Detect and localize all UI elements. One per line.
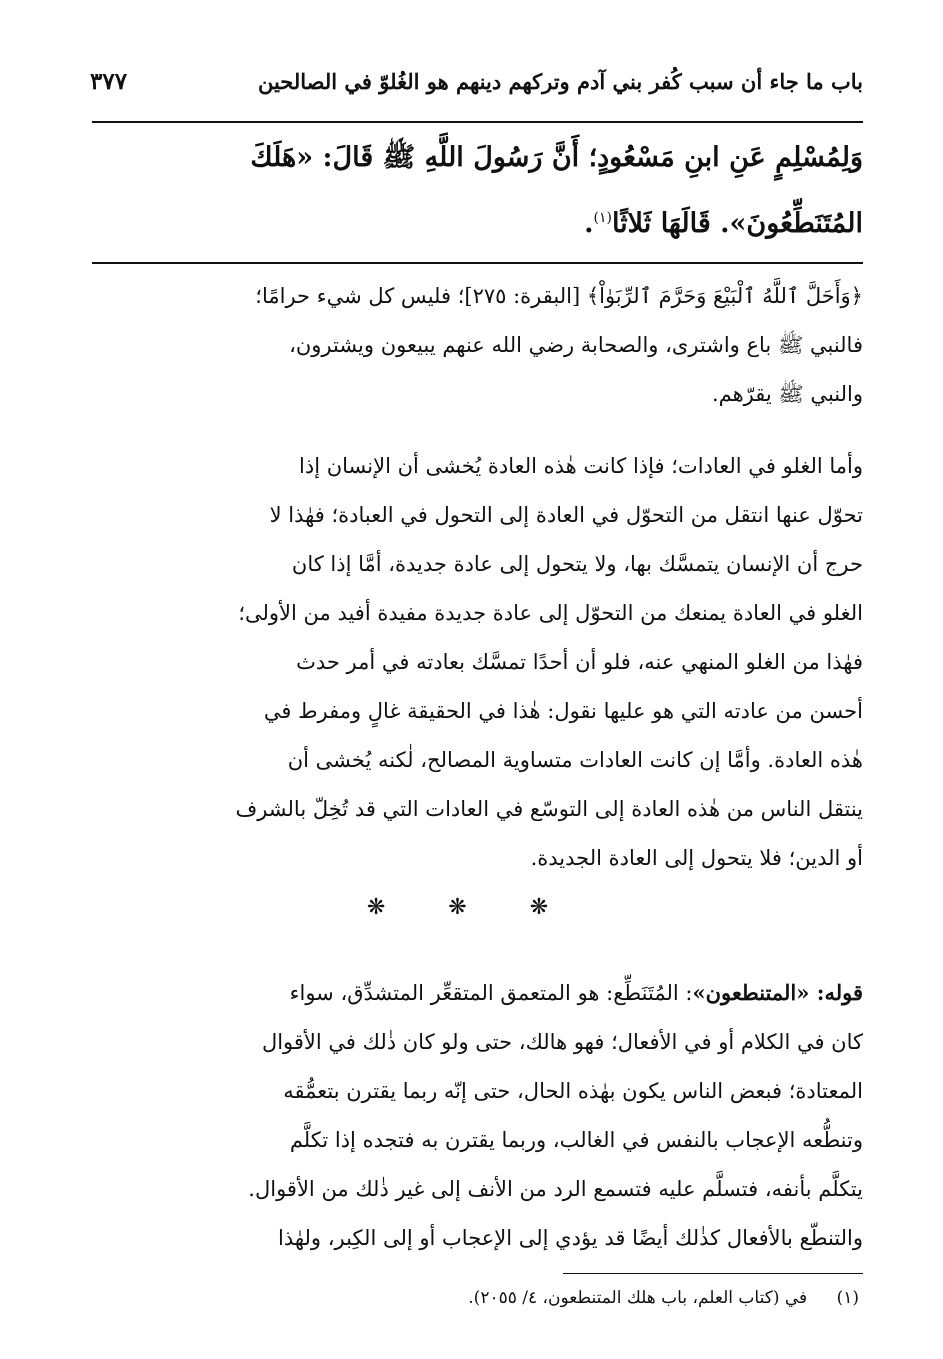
section-separator: ❋ ❋ ❋ xyxy=(366,895,577,920)
paragraph-line: حرج أن الإنسان يتمسَّك بها، ولا يتحول إلى عادة جديدة، أمَّا إذا كان xyxy=(291,552,863,576)
footnote xyxy=(96,1284,859,1312)
running-header xyxy=(90,56,863,106)
paragraph-line: أو الدين؛ فلا يتحول إلى العادة الجديدة. xyxy=(530,846,863,870)
paragraph-line: يتكلَّم بأنفه، فتسلَّم عليه فتسمع الرد من الأنف إلى غير ذٰلك من الأقوال. xyxy=(248,1177,863,1201)
page-number: ٣٧٧ xyxy=(90,67,128,95)
paragraph-line: هٰذه العادة. وأمَّا إن كانت العادات متساوية المصالح، لٰكنه يُخشى أن xyxy=(287,748,863,772)
footnote-number: (١) xyxy=(836,1288,859,1308)
footnote-rule xyxy=(563,1273,863,1274)
commentary-text: : المُتَنَطِّع: هو المتعمق المتقعِّر المتشدِّق، سواء xyxy=(289,981,693,1005)
paragraph xyxy=(96,968,863,1263)
paragraph-line: وأما الغلو في العادات؛ فإذا كانت هٰذه العادة يُخشى أن الإنسان إذا xyxy=(299,454,863,478)
hadith-line-text: المُتَنَطِّعُونَ». قَالَهَا ثَلاثًا xyxy=(611,208,863,239)
hadith-text xyxy=(98,128,863,254)
footnote-reference[interactable]: (١) xyxy=(593,210,612,226)
hadith-line-end: . xyxy=(584,208,594,239)
hadith-line xyxy=(98,188,863,254)
paragraph-line: وتنطُّعه الإعجاب بالنفس في الغالب، وربما يقترن به فتجده إذا تكلَّم xyxy=(289,1128,863,1152)
paragraph-line: فهٰذا من الغلو المنهي عنه، فلو أن أحدًا تمسَّك بعادته في أمر حدث xyxy=(296,650,863,674)
paragraph-line: والنبي ﷺ يقرّهم. xyxy=(711,382,863,406)
paragraph-line: فالنبي ﷺ باع واشترى، والصحابة رضي الله عنهم يبيعون ويشترون، xyxy=(289,333,863,357)
paragraph-line: ينتقل الناس من هٰذه العادة إلى التوسّع في العادات التي قد تُخِلّ بالشرف xyxy=(235,797,863,821)
chapter-title: باب ما جاء أن سبب كُفر بني آدم وتركهم دينهم هو الغُلوّ في الصالحين xyxy=(257,68,863,94)
hadith-line: وَلِمُسْلِمٍ عَنِ ابنِ مَسْعُودٍ؛ أَنَّ رَسُولَ اللَّهِ ﷺ قَالَ: «هَلَكَ xyxy=(250,142,863,173)
header-rule xyxy=(92,121,863,123)
paragraph xyxy=(96,442,863,883)
hadith-rule xyxy=(92,262,863,264)
paragraph-line: الغلو في العادة يمنعك من التحوّل إلى عادة جديدة مفيدة أفيد من الأولى؛ xyxy=(238,601,863,625)
paragraph-line: كان في الكلام أو في الأفعال؛ فهو هالك، حتى ولو كان ذٰلك في الأقوال xyxy=(261,1030,863,1054)
commentary-lead: قوله: «المتنطعون» xyxy=(692,980,863,1005)
footnote-text: في (كتاب العلم، باب هلك المتنطعون، ٤/ ٢٠٥٥). xyxy=(468,1288,808,1308)
paragraph-line: أحسن من عادته التي هو عليها نقول: هٰذا في الحقيقة غالٍ ومفرط في xyxy=(263,699,863,723)
paragraph-line: والتنطّع بالأفعال كذٰلك أيضًا قد يؤدي إلى الإعجاب أو إلى الكِبر، ولهٰذا xyxy=(278,1226,863,1250)
paragraph xyxy=(96,272,863,419)
paragraph-line xyxy=(96,968,863,1018)
paragraph-line: ﴿وَأَحَلَّ ٱللَّهُ ٱلْبَيْعَ وَحَرَّمَ ٱلرِّبَوٰاْ﴾ [البقرة: ٢٧٥]؛ فليس كل شيء حرامًا؛ xyxy=(255,284,863,308)
paragraph-line: تحوّل عنها انتقل من التحوّل في العادة إلى التحول في العبادة؛ فهٰذا لا xyxy=(269,503,863,527)
paragraph-line: المعتادة؛ فبعض الناس يكون بهٰذه الحال، حتى إنّه ربما يقترن بتعمُّقه xyxy=(283,1079,863,1103)
